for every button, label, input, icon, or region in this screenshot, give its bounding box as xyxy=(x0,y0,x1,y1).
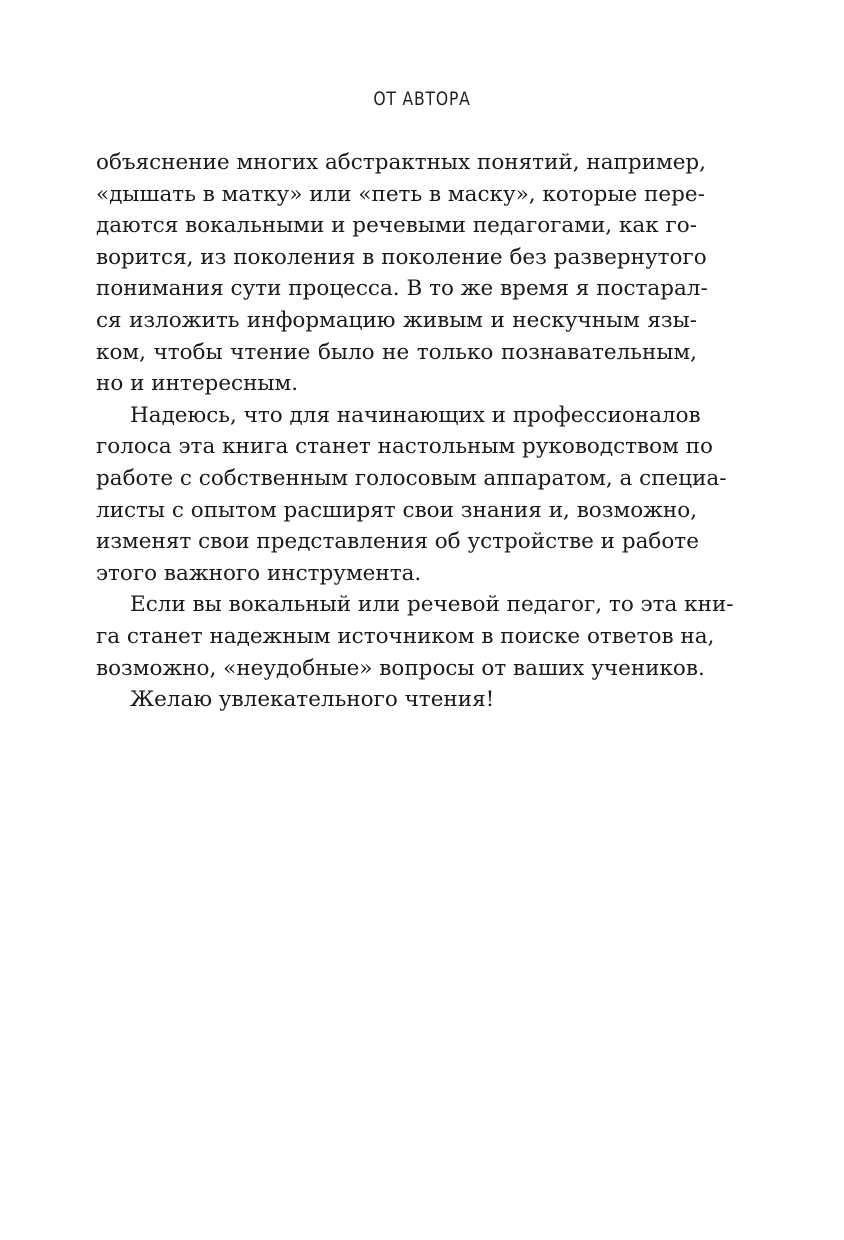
text-line: ворится, из поколения в поколение без развернутого xyxy=(96,244,707,270)
text-line: понимания сути процесса. В то же время я постарал- xyxy=(96,276,708,302)
text-line: но и интересным. xyxy=(96,371,299,397)
text-line: голоса эта книга станет настольным руководством по xyxy=(96,434,713,460)
text-line: изменят свои представления об устройстве и работе xyxy=(96,529,699,555)
text-line: Желаю увлекательного чтения! xyxy=(130,687,495,713)
text-line: га станет надежным источником в поиске ответов на, xyxy=(96,623,715,649)
paragraph-2 xyxy=(96,400,727,590)
text-line: листы с опытом расширят свои знания и, возможно, xyxy=(96,497,698,523)
paragraph-3 xyxy=(96,589,734,684)
text-line: Надеюсь, что для начинающих и профессионалов xyxy=(130,402,701,428)
body-text xyxy=(96,147,734,716)
text-line: объяснение многих абстрактных понятий, например, xyxy=(96,150,707,175)
text-line: Если вы вокальный или речевой педагог, то эта кни- xyxy=(130,592,734,618)
paragraph-1 xyxy=(96,147,708,400)
text-line: работе с собственным голосовым аппаратом, а специа- xyxy=(96,465,727,491)
text-line: ком, чтобы чтение было не только познавательным, xyxy=(96,339,697,365)
text-line: даются вокальными и речевыми педагогами, как го- xyxy=(96,213,697,239)
text-line: «дышать в матку» или «петь в маску», которые пере- xyxy=(96,181,705,207)
text-line: этого важного инструмента. xyxy=(96,560,422,586)
text-line: ся изложить информацию живым и нескучным язы- xyxy=(96,307,697,333)
running-head: ОТ АВТОРА xyxy=(373,88,471,110)
paragraph-4 xyxy=(96,684,697,716)
text-line: возможно, «неудобные» вопросы от ваших учеников. xyxy=(96,655,705,681)
